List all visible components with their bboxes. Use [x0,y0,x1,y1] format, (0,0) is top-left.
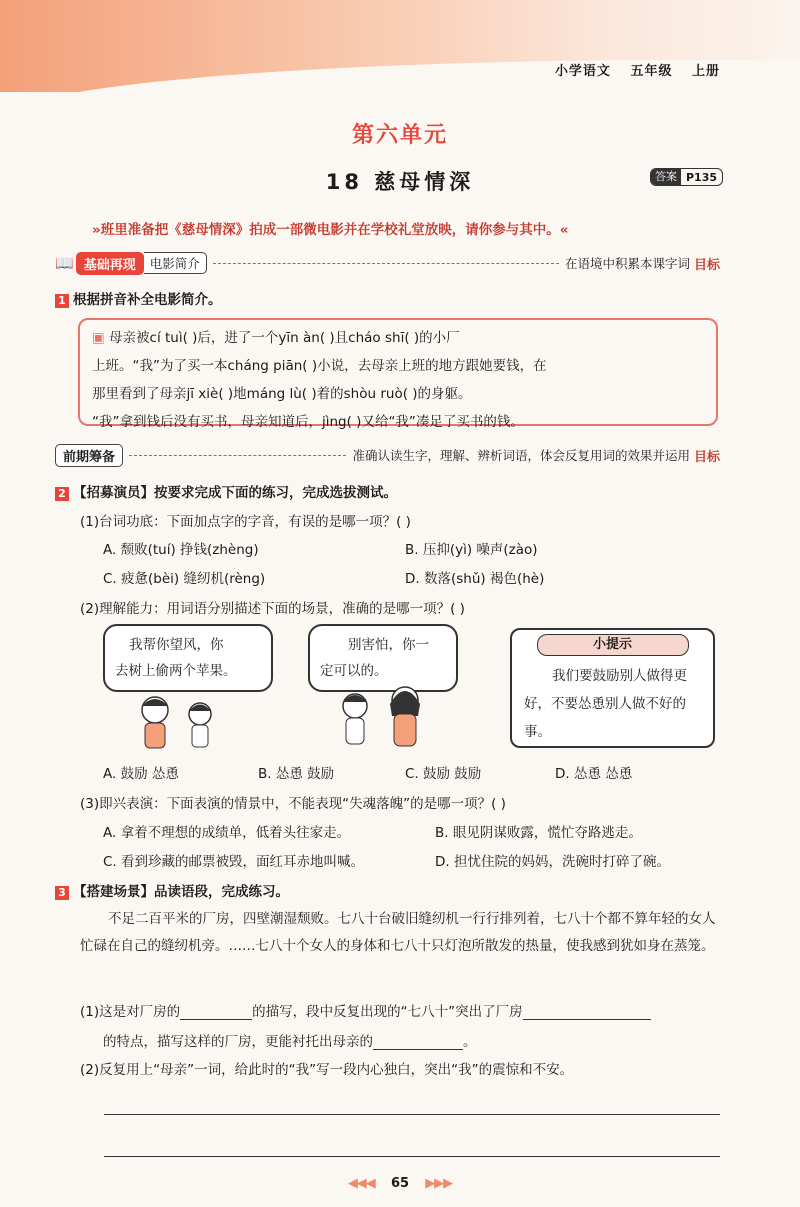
option-a[interactable]: A. 拿着不理想的成绩单，低着头往家走。 [103,825,351,841]
pinyin-line: “我”拿到钱后没有买书，母亲知道后，jìng( )又给“我”凑足了买书的钱。 [92,414,524,430]
pinyin-line: 那里看到了母亲jī xiè( )地máng lù( )着的shòu ruò( )的身躯。 [92,386,472,402]
intro-text: »班里准备把《慈母情深》拍成一部微电影并在学校礼堂放映，请你参与其中。« [92,222,569,238]
book-icon: 📖 [55,254,74,272]
page-number: 65 [390,1176,410,1191]
sub-question-2: (2)理解能力：用词语分别描述下面的场景，准确的是哪一项？( ) [80,601,465,617]
book-header [541,60,720,79]
kid-body-icon [394,714,416,746]
kid-hair-icon [343,695,367,702]
kid-body-icon [192,725,208,747]
sub-question-text: 的特点，描写这样的厂房，更能衬托出母亲的 [103,1034,373,1050]
option-a[interactable]: A. 鼓励 怂恿 [103,766,179,782]
reading-passage: 不足二百平米的厂房，四壁潮湿颓败。七八十台破旧缝纫机一行行排列着，七八十个都不算年轻的女人忙碌在自己的缝纫机旁。……七八十个女人的身体和七八十只灯泡所散发的热量，使我感到犹如身在蒸笼。 [80,911,716,954]
goal-label: 目标 [693,257,720,273]
answer-line[interactable] [104,1156,720,1157]
goal-label: 目标 [693,449,720,465]
option-a[interactable]: A. 颓败(tuí) 挣钱(zhèng) [103,542,259,558]
prev-arrows-icon: ◀◀◀ [347,1176,375,1191]
section-tag-basics: 基础再现 [76,252,144,275]
dash-divider [129,455,346,456]
sub-question-3-1-cont [103,1030,477,1050]
sub-question-3-1 [80,1000,651,1020]
kid-body-icon [145,723,165,748]
kid-body-icon [346,718,364,744]
option-d[interactable]: D. 数落(shǔ) 褐色(hè) [405,571,545,587]
question-1-title [55,288,222,308]
sub-question-text: 。 [463,1034,477,1050]
question-text: 【搭建场景】品读语段，完成练习。 [73,884,289,900]
section-sub-intro: 电影简介 [144,252,207,274]
sub-question-3-2: (2)反复用上“母亲”一词，给此时的“我”写一段内心独白，突出“我”的震惊和不安。 [80,1062,574,1078]
film-icon: ▣ [92,330,110,346]
next-arrows-icon: ▶▶▶ [425,1176,453,1191]
pinyin-line: 上班。“我”为了买一本cháng piān( )小说，去母亲上班的地方跟她要钱，在 [92,358,547,374]
page-footer [0,1176,800,1191]
question-number: 1 [55,294,69,308]
option-d[interactable]: D. 担忧住院的妈妈，洗碗时打碎了碗。 [435,854,670,870]
grade-label: 五年级 [630,64,673,79]
sub-question-text: 的描写，段中反复出现的“七八十”突出了厂房 [252,1004,523,1020]
answer-line[interactable] [104,1114,720,1115]
lesson-title: 18 慈母情深 [325,170,475,194]
blank-3[interactable] [373,1049,463,1050]
pinyin-line [92,324,704,352]
question-number: 3 [55,886,69,900]
sub-question-3: (3)即兴表演：下面表演的情景中，不能表现“失魂落魄”的是哪一项？( ) [80,796,506,812]
kids-illustration-2 [330,680,440,752]
option-c[interactable]: C. 看到珍藏的邮票被毁，面红耳赤地叫喊。 [103,854,365,870]
pinyin-line-text: 母亲被cí tuì( )后，进了一个yīn àn( )且cháo shī( )的小厂 [109,330,460,346]
bubble-line: 我帮你望风，你 [129,637,224,653]
tip-box [510,628,715,748]
bubble-line: 定可以的。 [320,663,388,679]
option-b[interactable]: B. 眼见阴谋败露，慌忙夺路逃走。 [435,825,642,841]
speech-bubble-1 [103,624,273,692]
answer-page: P135 [686,170,718,184]
section-tag-prep: 前期筹备 [55,444,123,467]
subject-label: 小学语文 [554,64,611,79]
volume-label: 上册 [691,64,720,79]
option-d[interactable]: D. 怂恿 怂恿 [555,766,633,782]
sub-question-text: (1)这是对厂房的 [80,1004,181,1020]
sub-question-1: (1)台词功底：下面加点字的字音，有误的是哪一项？( ) [80,514,411,530]
blank-2[interactable] [523,1019,651,1020]
bubble-line: 去树上偷两个苹果。 [115,663,237,679]
question-3-title [55,880,289,900]
goal-text: 准确认读生字，理解、辨析词语，体会反复用词的效果并运用 [352,448,690,463]
unit-title: 第六单元 [351,123,448,148]
question-2-title [55,481,397,501]
option-b[interactable]: B. 压抑(yì) 噪声(zào) [405,542,538,558]
pinyin-box [78,318,718,430]
answer-label: 答案 [651,169,681,185]
answer-reference [650,168,723,186]
option-c[interactable]: C. 疲惫(bèi) 缝纫机(rèng) [103,571,266,587]
option-c[interactable]: C. 鼓励 鼓励 [405,766,482,782]
question-text: 根据拼音补全电影简介。 [73,292,222,308]
bubble-line: 别害怕，你一 [348,637,429,653]
section-bar-basics [55,252,720,274]
question-number: 2 [55,487,69,501]
goal-text: 在语境中积累本课字词 [564,256,690,271]
option-b[interactable]: B. 怂恿 鼓励 [258,766,335,782]
tip-body: 我们要鼓励别人做得更好，不要怂恿别人做不好的事。 [524,668,687,740]
kids-illustration-1 [120,692,230,752]
tip-title: 小提示 [537,634,689,656]
dash-divider [213,263,559,264]
question-text: 【招募演员】按要求完成下面的练习，完成选拔测试。 [73,485,397,501]
blank-1[interactable] [180,1019,252,1020]
section-bar-prep [55,444,720,466]
